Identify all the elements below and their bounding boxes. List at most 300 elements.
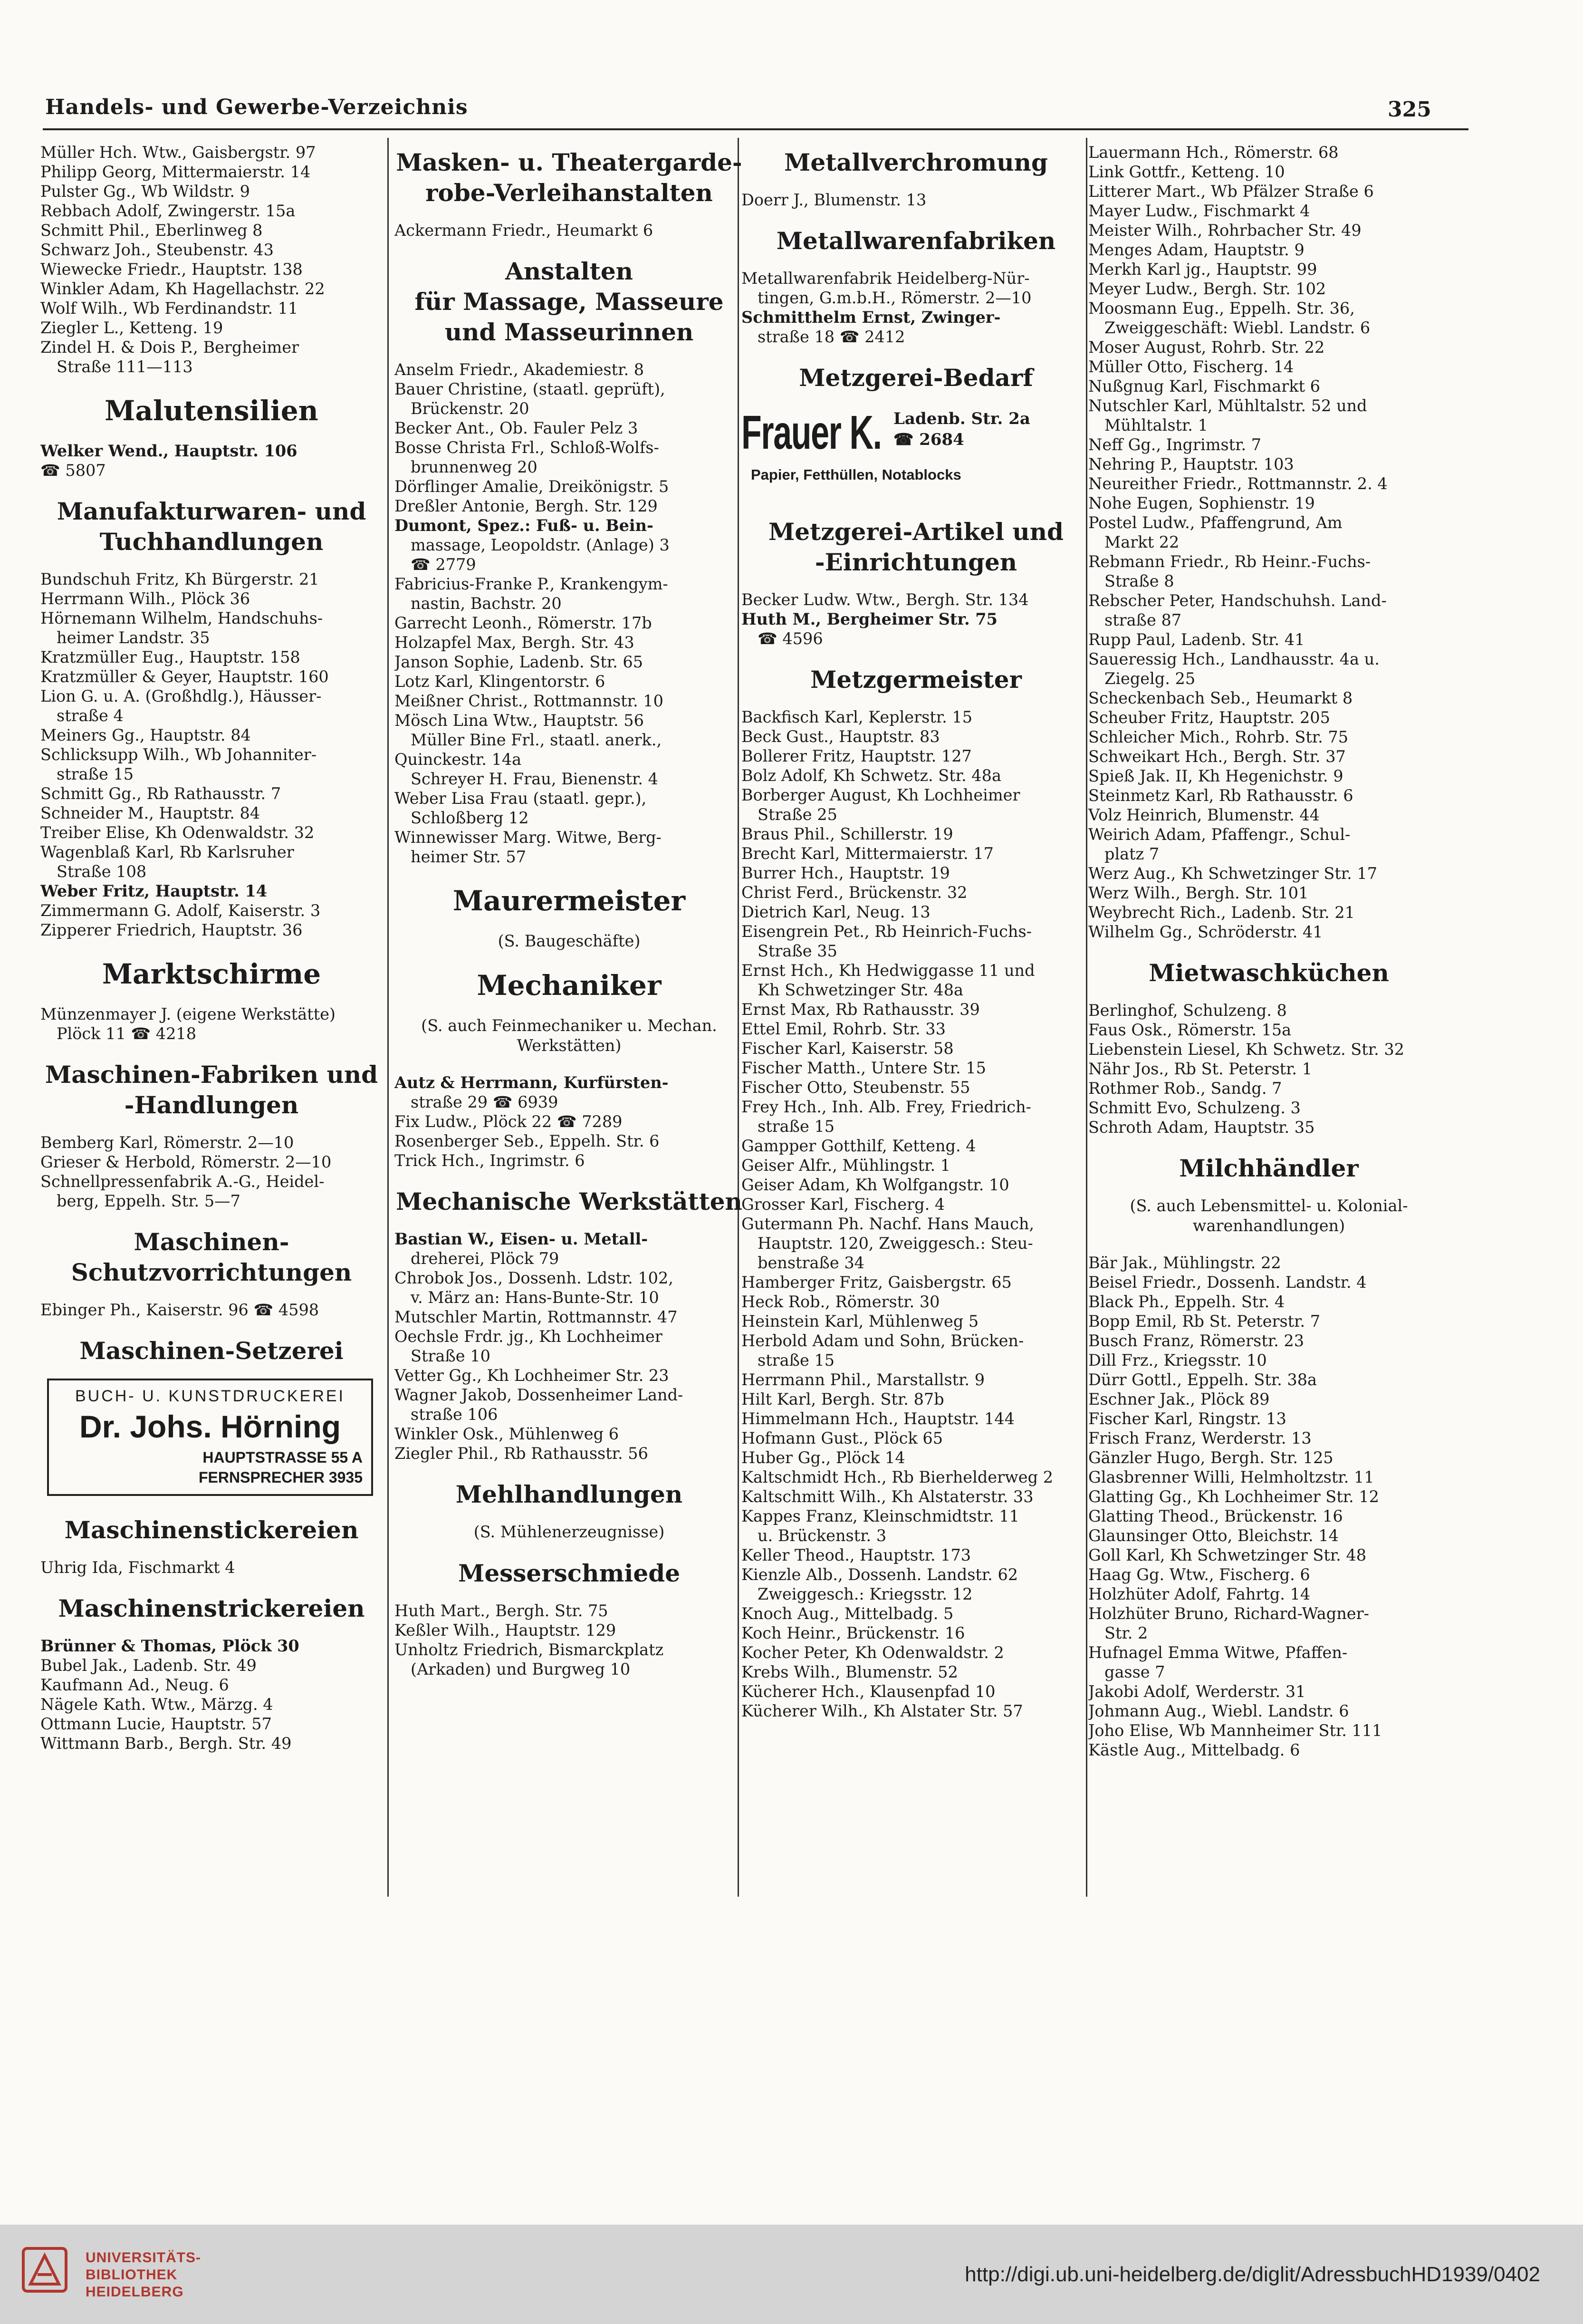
directory-entry: Ziegler Phil., Rb Rathausstr. 56 xyxy=(394,1444,648,1463)
entry-list xyxy=(394,1073,744,1170)
directory-entry: Holzapfel Max, Bergh. Str. 43 xyxy=(394,633,634,652)
directory-entry: Beisel Friedr., Dossenh. Landstr. 4 xyxy=(1088,1273,1367,1292)
library-name: UNIVERSITÄTS- BIBLIOTHEK HEIDELBERG xyxy=(86,2250,201,2300)
directory-entry: Hauptstr. 120, Zweiggesch.: Steu- xyxy=(758,1234,1033,1253)
directory-entry: straße 87 xyxy=(1104,611,1182,629)
directory-entry: Straße 8 xyxy=(1104,572,1174,590)
directory-entry: Meister Wilh., Rohrbacher Str. 49 xyxy=(1088,221,1362,240)
directory-entry: v. März an: Hans-Bunte-Str. 10 xyxy=(411,1288,659,1307)
directory-entry: Nähr Jos., Rb St. Peterstr. 1 xyxy=(1088,1060,1313,1078)
section-note: (S. auch Lebensmittel- u. Kolonial- xyxy=(1130,1196,1408,1215)
directory-entry: Huth M., Bergheimer Str. 75 xyxy=(741,610,998,628)
directory-entry: Rupp Paul, Ladenb. Str. 41 xyxy=(1088,630,1305,649)
entry-list xyxy=(394,221,744,240)
directory-entry: Bastian W., Eisen- u. Metall- xyxy=(394,1230,648,1248)
ad-name: Frauer K. xyxy=(741,406,882,459)
directory-entry: Berlinghof, Schulzeng. 8 xyxy=(1088,1001,1287,1020)
source-url-link[interactable]: http://digi.ub.uni-heidelberg.de/diglit/AdressbuchHD1939/0402 xyxy=(965,2263,1540,2286)
directory-entry: Nußgnug Karl, Fischmarkt 6 xyxy=(1088,377,1320,395)
directory-entry: Huth Mart., Bergh. Str. 75 xyxy=(394,1601,608,1620)
directory-entry: Burrer Hch., Hauptstr. 19 xyxy=(741,864,950,882)
directory-entry: Plöck 11 ☎ 4218 xyxy=(57,1024,197,1043)
entry-list xyxy=(40,1636,383,1753)
column-3 xyxy=(741,143,1091,1721)
advertisement-hoerning xyxy=(47,1379,373,1496)
ad-description: Papier, Fetthüllen, Notablocks xyxy=(751,466,961,483)
column-2 xyxy=(394,143,744,1679)
directory-entry: Backfisch Karl, Keplerstr. 15 xyxy=(741,708,973,726)
directory-entry: Holzhüter Bruno, Richard-Wagner- xyxy=(1088,1604,1369,1623)
directory-entry: Dumont, Spez.: Fuß- u. Bein- xyxy=(394,516,653,535)
directory-entry: Schloßberg 12 xyxy=(411,809,529,827)
directory-entry: Wagenblaß Karl, Rb Karlsruher xyxy=(40,843,294,861)
directory-entry: Straße 10 xyxy=(411,1347,490,1365)
footer-bar xyxy=(0,2225,1583,2324)
directory-entry: Geiser Alfr., Mühlingstr. 1 xyxy=(741,1156,951,1175)
directory-entry: benstraße 34 xyxy=(758,1254,864,1272)
entry-list xyxy=(40,1558,383,1577)
directory-entry: Menges Adam, Hauptstr. 9 xyxy=(1088,241,1305,259)
section-heading: Masken- u. Theatergarde- robe-Verleihanstalten xyxy=(396,148,742,207)
directory-entry: Eisengrein Pet., Rb Heinrich-Fuchs- xyxy=(741,922,1032,941)
directory-entry: Schleicher Mich., Rohrb. Str. 75 xyxy=(1088,728,1349,746)
directory-entry: Moser August, Rohrb. Str. 22 xyxy=(1088,338,1325,357)
directory-entry: Trick Hch., Ingrimstr. 6 xyxy=(394,1151,585,1170)
directory-entry: Krebs Wilh., Blumenstr. 52 xyxy=(741,1663,958,1681)
spacer xyxy=(1088,1236,1449,1253)
directory-entry: Bemberg Karl, Römerstr. 2—10 xyxy=(40,1133,294,1152)
entry-list xyxy=(40,1300,383,1320)
entry-list xyxy=(40,1004,383,1043)
directory-entry: Jakobi Adolf, Werderstr. 31 xyxy=(1088,1682,1306,1701)
directory-entry: massage, Leopoldstr. (Anlage) 3 xyxy=(411,536,670,554)
directory-entry: Wiewecke Friedr., Hauptstr. 138 xyxy=(40,260,303,279)
directory-entry: Werz Wilh., Bergh. Str. 101 xyxy=(1088,884,1309,902)
directory-entry: Dietrich Karl, Neug. 13 xyxy=(741,903,931,921)
directory-entry: dreherei, Plöck 79 xyxy=(411,1249,559,1268)
directory-entry: ☎ 4596 xyxy=(758,629,823,648)
entry-list xyxy=(40,569,383,940)
ad-line: BUCH- U. KUNSTDRUCKEREI xyxy=(75,1387,345,1405)
directory-entry: Fabricius-Franke P., Krankengym- xyxy=(394,575,668,593)
directory-entry: Becker Ant., Ob. Fauler Pelz 3 xyxy=(394,419,638,437)
directory-entry: Schwarz Joh., Steubenstr. 43 xyxy=(40,241,274,259)
ad-name: Dr. Johs. Hörning xyxy=(79,1409,341,1444)
directory-entry: Glatting Theod., Brückenstr. 16 xyxy=(1088,1507,1343,1525)
directory-entry: Scheuber Fritz, Hauptstr. 205 xyxy=(1088,708,1330,727)
directory-entry: nastin, Bachstr. 20 xyxy=(411,594,562,613)
directory-entry: Gänzler Hugo, Bergh. Str. 125 xyxy=(1088,1448,1334,1467)
directory-entry: Markt 22 xyxy=(1104,533,1180,551)
directory-entry: Holzhüter Adolf, Fahrtg. 14 xyxy=(1088,1585,1311,1603)
section-heading: Maschinenstrickereien xyxy=(58,1594,365,1622)
section-heading: Metallwarenfabriken xyxy=(776,227,1056,255)
ad-phone: ☎ 2684 xyxy=(893,430,964,449)
directory-entry: Kratzmüller Eug., Hauptstr. 158 xyxy=(40,648,300,666)
directory-entry: Mühltalstr. 1 xyxy=(1104,416,1208,434)
directory-entry: Vetter Gg., Kh Lochheimer Str. 23 xyxy=(394,1366,669,1385)
directory-entry: Garrecht Leonh., Römerstr. 17b xyxy=(394,614,652,632)
directory-entry: Kücherer Wilh., Kh Alstater Str. 57 xyxy=(741,1702,1023,1720)
directory-entry: straße 29 ☎ 6939 xyxy=(411,1093,558,1111)
directory-entry: Gampper Gotthilf, Ketteng. 4 xyxy=(741,1137,976,1155)
directory-entry: Gutermann Ph. Nachf. Hans Mauch, xyxy=(741,1215,1035,1233)
directory-entry: Busch Franz, Römerstr. 23 xyxy=(1088,1331,1305,1350)
directory-entry: Bollerer Fritz, Hauptstr. 127 xyxy=(741,747,972,765)
directory-entry: Litterer Mart., Wb Pfälzer Straße 6 xyxy=(1088,182,1374,201)
directory-entry: Faus Osk., Römerstr. 15a xyxy=(1088,1021,1292,1039)
directory-entry: Schnellpressenfabrik A.-G., Heidel- xyxy=(40,1172,325,1191)
directory-entry: straße 15 xyxy=(57,765,134,783)
directory-entry: Doerr J., Blumenstr. 13 xyxy=(741,191,927,209)
section-heading: Marktschirme xyxy=(102,958,321,990)
directory-entry: Müller Otto, Fischerg. 14 xyxy=(1088,357,1294,376)
section-heading: Mechanische Werkstätten xyxy=(396,1187,742,1215)
directory-entry: Steinmetz Karl, Rb Rathausstr. 6 xyxy=(1088,786,1353,805)
directory-entry: Frisch Franz, Werderstr. 13 xyxy=(1088,1429,1312,1447)
directory-entry: Wittmann Barb., Bergh. Str. 49 xyxy=(40,1734,292,1753)
directory-entry: Zimmermann G. Adolf, Kaiserstr. 3 xyxy=(40,901,321,920)
column-1 xyxy=(40,143,383,1753)
directory-entry: Pulster Gg., Wb Wildstr. 9 xyxy=(40,182,250,201)
section-heading: Milchhändler xyxy=(1179,1154,1359,1182)
directory-entry: Zweiggesch.: Kriegsstr. 12 xyxy=(758,1585,973,1603)
directory-entry: Welker Wend., Hauptstr. 106 xyxy=(40,442,297,460)
directory-entry: Fischer Matth., Untere Str. 15 xyxy=(741,1059,986,1077)
directory-entry: Heck Rob., Römerstr. 30 xyxy=(741,1292,940,1311)
section-heading: Maschinenstickereien xyxy=(64,1516,359,1544)
entry-list xyxy=(1088,143,1449,942)
directory-entry: straße 15 xyxy=(758,1117,835,1136)
directory-entry: Schroth Adam, Hauptstr. 35 xyxy=(1088,1118,1315,1137)
directory-entry: Neff Gg., Ingrimstr. 7 xyxy=(1088,435,1262,454)
directory-entry: Mösch Lina Wtw., Hauptstr. 56 xyxy=(394,711,644,730)
directory-entry: Schweikart Hch., Bergh. Str. 37 xyxy=(1088,747,1346,766)
directory-entry: straße 18 ☎ 2412 xyxy=(758,328,905,346)
directory-entry: Werz Aug., Kh Schwetzinger Str. 17 xyxy=(1088,864,1378,883)
directory-entry: Heinstein Karl, Mühlenweg 5 xyxy=(741,1312,979,1331)
entry-list xyxy=(394,1601,744,1679)
directory-entry: Borberger August, Kh Lochheimer xyxy=(741,786,1020,804)
directory-entry: ☎ 2779 xyxy=(411,555,476,574)
directory-entry: Ziegler L., Ketteng. 19 xyxy=(40,318,223,337)
directory-entry: Rebbach Adolf, Zwingerstr. 15a xyxy=(40,202,296,220)
directory-entry: Fischer Karl, Ringstr. 13 xyxy=(1088,1409,1286,1428)
directory-entry: Herrmann Wilh., Plöck 36 xyxy=(40,589,250,608)
directory-entry: u. Brückenstr. 3 xyxy=(758,1526,887,1545)
directory-entry: Ziegelg. 25 xyxy=(1104,669,1196,688)
directory-entry: Glasbrenner Willi, Helmholtzstr. 11 xyxy=(1088,1468,1374,1486)
directory-entry: Kücherer Hch., Klausenpfad 10 xyxy=(741,1682,996,1701)
directory-entry: Dill Frz., Kriegsstr. 10 xyxy=(1088,1351,1267,1369)
directory-entry: Kaufmann Ad., Neug. 6 xyxy=(40,1676,229,1694)
entry-list xyxy=(741,707,1091,1721)
entry-list xyxy=(40,441,383,480)
directory-entry: Bundschuh Fritz, Kh Bürgerstr. 21 xyxy=(40,570,319,588)
directory-entry: Bosse Christa Frl., Schloß-Wolfs- xyxy=(394,438,659,457)
directory-entry: Chrobok Jos., Dossenh. Ldstr. 102, xyxy=(394,1269,673,1287)
directory-entry: Nohe Eugen, Sophienstr. 19 xyxy=(1088,494,1315,512)
section-heading: Malutensilien xyxy=(105,395,318,427)
directory-entry: Braus Phil., Schillerstr. 19 xyxy=(741,825,953,843)
ad-phone: FERNSPRECHER 3935 xyxy=(199,1469,363,1486)
directory-entry: Neureither Friedr., Rottmannstr. 2. 4 xyxy=(1088,474,1388,493)
directory-entry: Volz Heinrich, Blumenstr. 44 xyxy=(1088,806,1320,824)
section-heading: Anstalten für Massage, Masseure und Masseurinnen xyxy=(414,257,724,346)
directory-entry: Ettel Emil, Rohrb. Str. 33 xyxy=(741,1020,946,1038)
directory-entry: Wolf Wilh., Wb Ferdinandstr. 11 xyxy=(40,299,298,318)
directory-entry: Straße 35 xyxy=(758,942,837,960)
section-heading: Maschinen-Setzerei xyxy=(79,1337,344,1365)
directory-entry: Wagner Jakob, Dossenheimer Land- xyxy=(394,1386,683,1404)
directory-entry: Hörnemann Wilhelm, Handschuhs- xyxy=(40,609,323,627)
column-divider xyxy=(387,138,389,1897)
directory-entry: Wilhelm Gg., Schröderstr. 41 xyxy=(1088,923,1323,941)
directory-entry: Kappes Franz, Kleinschmidtstr. 11 xyxy=(741,1507,1019,1525)
directory-entry: Moosmann Eug., Eppelh. Str. 36, xyxy=(1088,299,1355,318)
section-heading: Maschinen- Schutzvorrichtungen xyxy=(71,1228,352,1286)
directory-entry: Zweiggeschäft: Wiebl. Landstr. 6 xyxy=(1104,318,1371,337)
section-heading: Mechaniker xyxy=(477,969,662,1002)
section-note: warenhandlungen) xyxy=(1192,1216,1345,1235)
section-heading: Metzgerei-Bedarf xyxy=(799,364,1033,392)
directory-entry: Grosser Karl, Fischerg. 4 xyxy=(741,1195,945,1214)
directory-entry: Rothmer Rob., Sandg. 7 xyxy=(1088,1079,1282,1098)
section-note: Werkstätten) xyxy=(517,1036,622,1055)
directory-entry: Fischer Karl, Kaiserstr. 58 xyxy=(741,1039,954,1058)
directory-entry: Hilt Karl, Bergh. Str. 87b xyxy=(741,1390,944,1408)
ad-street: HAUPTSTRASSE 55 A xyxy=(202,1449,363,1466)
directory-entry: tingen, G.m.b.H., Römerstr. 2—10 xyxy=(758,289,1032,307)
directory-entry: Herbold Adam und Sohn, Brücken- xyxy=(741,1331,1024,1350)
directory-entry: Treiber Elise, Kh Odenwaldstr. 32 xyxy=(40,823,315,842)
directory-entry: Bär Jak., Mühlingstr. 22 xyxy=(1088,1254,1281,1272)
directory-entry: platz 7 xyxy=(1104,845,1160,863)
directory-entry: Ernst Hch., Kh Hedwiggasse 11 und xyxy=(741,961,1035,980)
directory-entry: Meißner Christ., Rottmannstr. 10 xyxy=(394,692,663,710)
directory-entry: Straße 111—113 xyxy=(57,357,193,376)
directory-entry: Str. 2 xyxy=(1104,1624,1148,1642)
directory-entry: Keller Theod., Hauptstr. 173 xyxy=(741,1546,971,1564)
directory-entry: Lion G. u. A. (Großhdlg.), Häusser- xyxy=(40,687,322,705)
directory-entry: Straße 108 xyxy=(57,862,147,881)
directory-entry: Zindel H. & Dois P., Bergheimer xyxy=(40,338,299,357)
section-note: (S. Baugeschäfte) xyxy=(498,932,641,950)
directory-entry: Merkh Karl jg., Hauptstr. 99 xyxy=(1088,260,1317,279)
directory-entry: Anselm Friedr., Akademiestr. 8 xyxy=(394,360,644,379)
directory-entry: Scheckenbach Seb., Heumarkt 8 xyxy=(1088,689,1353,707)
directory-entry: Kratzmüller & Geyer, Hauptstr. 160 xyxy=(40,667,329,686)
directory-entry: heimer Landstr. 35 xyxy=(57,628,210,647)
section-note: (S. Mühlenerzeugnisse) xyxy=(473,1523,665,1541)
directory-entry: straße 106 xyxy=(411,1405,498,1424)
directory-entry: heimer Str. 57 xyxy=(411,848,527,866)
directory-entry: berg, Eppelh. Str. 5—7 xyxy=(57,1192,240,1210)
directory-entry: Knoch Aug., Mittelbadg. 5 xyxy=(741,1604,954,1623)
directory-entry: Nehring P., Hauptstr. 103 xyxy=(1088,455,1294,473)
directory-entry: Hamberger Fritz, Gaisbergstr. 65 xyxy=(741,1273,1012,1292)
column-4 xyxy=(1088,143,1449,1760)
directory-entry: Hofmann Gust., Plöck 65 xyxy=(741,1429,943,1447)
directory-entry: Brecht Karl, Mittermaierstr. 17 xyxy=(741,844,994,863)
directory-entry: Fischer Otto, Steubenstr. 55 xyxy=(741,1078,970,1097)
directory-entry: Kaltschmidt Hch., Rb Bierhelderweg 2 xyxy=(741,1468,1054,1486)
directory-entry: Rosenberger Seb., Eppelh. Str. 6 xyxy=(394,1132,660,1150)
section-heading: Metallverchromung xyxy=(784,148,1048,176)
directory-entry: (Arkaden) und Burgweg 10 xyxy=(411,1660,631,1678)
entry-list xyxy=(394,360,744,867)
directory-entry: Bolz Adolf, Kh Schwetz. Str. 48a xyxy=(741,766,1001,785)
directory-entry: Philipp Georg, Mittermaierstr. 14 xyxy=(40,163,311,181)
directory-entry: Dürr Gottl., Eppelh. Str. 38a xyxy=(1088,1370,1317,1389)
directory-entry: Schlicksupp Wilh., Wb Johanniter- xyxy=(40,745,317,764)
entry-list xyxy=(1088,1253,1449,1760)
section-heading: Mehlhandlungen xyxy=(455,1480,683,1508)
section-heading: Metzgerei-Artikel und -Einrichtungen xyxy=(768,518,1064,576)
entry-list xyxy=(741,269,1091,347)
directory-entry: Johmann Aug., Wiebl. Landstr. 6 xyxy=(1088,1702,1349,1720)
directory-entry: Müller Hch. Wtw., Gaisbergstr. 97 xyxy=(40,143,316,162)
directory-entry: Schreyer H. Frau, Bienenstr. 4 xyxy=(411,770,658,788)
directory-entry: Schmitt Gg., Rb Rathausstr. 7 xyxy=(40,784,281,803)
directory-entry: Kästle Aug., Mittelbadg. 6 xyxy=(1088,1741,1300,1759)
entry-list xyxy=(741,190,1091,210)
directory-entry: Schmitthelm Ernst, Zwinger- xyxy=(741,308,1001,327)
directory-entry: Weybrecht Rich., Ladenb. Str. 21 xyxy=(1088,903,1355,922)
directory-entry: Kh Schwetzinger Str. 48a xyxy=(758,981,964,999)
directory-entry: Rebmann Friedr., Rb Heinr.-Fuchs- xyxy=(1088,552,1371,571)
directory-entry: Koch Heinr., Brückenstr. 16 xyxy=(741,1624,965,1642)
directory-entry: Autz & Herrmann, Kurfürsten- xyxy=(394,1073,669,1092)
directory-entry: Huber Gg., Plöck 14 xyxy=(741,1448,905,1467)
directory-entry: Mayer Ludw., Fischmarkt 4 xyxy=(1088,202,1310,220)
directory-entry: Kocher Peter, Kh Odenwaldstr. 2 xyxy=(741,1643,1004,1662)
directory-entry: Ernst Max, Rb Rathausstr. 39 xyxy=(741,1000,980,1019)
directory-entry: Kaltschmitt Wilh., Kh Alstaterstr. 33 xyxy=(741,1487,1034,1506)
directory-entry: Straße 25 xyxy=(758,805,837,824)
directory-entry: Brünner & Thomas, Plöck 30 xyxy=(40,1637,299,1655)
directory-entry: Kienzle Alb., Dossenh. Landstr. 62 xyxy=(741,1565,1018,1584)
spacer xyxy=(394,1056,744,1073)
directory-entry: Weirich Adam, Pfaffengr., Schul- xyxy=(1088,825,1351,844)
directory-entry: ☎ 5807 xyxy=(40,461,106,480)
directory-entry: Winkler Adam, Kh Hagellachstr. 22 xyxy=(40,280,325,298)
directory-entry: Fix Ludw., Plöck 22 ☎ 7289 xyxy=(394,1112,623,1131)
directory-entry: Herrmann Phil., Marstallstr. 9 xyxy=(741,1370,985,1389)
section-note: (S. auch Feinmechaniker u. Mechan. xyxy=(421,1016,717,1035)
directory-entry: Rebscher Peter, Handschuhsh. Land- xyxy=(1088,591,1387,610)
directory-entry: Goll Karl, Kh Schwetzinger Str. 48 xyxy=(1088,1546,1367,1564)
directory-entry: brunnenweg 20 xyxy=(411,458,537,476)
directory-entry: Link Gottfr., Ketteng. 10 xyxy=(1088,163,1285,181)
directory-entry: Grieser & Herbold, Römerstr. 2—10 xyxy=(40,1153,332,1171)
directory-entry: Spieß Jak. II, Kh Hegenichstr. 9 xyxy=(1088,767,1343,785)
directory-entry: Glaunsinger Otto, Bleichstr. 14 xyxy=(1088,1526,1339,1545)
directory-entry: Bopp Emil, Rb St. Peterstr. 7 xyxy=(1088,1312,1321,1331)
directory-entry: Bubel Jak., Ladenb. Str. 49 xyxy=(40,1656,257,1675)
directory-entry: Saueressig Hch., Landhausstr. 4a u. xyxy=(1088,650,1380,668)
directory-entry: Himmelmann Hch., Hauptstr. 144 xyxy=(741,1409,1015,1428)
directory-entry: Zipperer Friedrich, Hauptstr. 36 xyxy=(40,921,303,939)
directory-entry: Nägele Kath. Wtw., Märzg. 4 xyxy=(40,1695,273,1714)
page-header-title: Handels- und Gewerbe-Verzeichnis xyxy=(45,95,468,119)
ad-address: Ladenb. Str. 2a xyxy=(893,409,1030,428)
advertisement-frauer xyxy=(741,405,1091,501)
directory-entry: Geiser Adam, Kh Wolfgangstr. 10 xyxy=(741,1176,1009,1194)
section-heading: Maschinen-Fabriken und -Handlungen xyxy=(45,1061,378,1119)
section-heading: Metzgermeister xyxy=(810,665,1022,694)
entry-list xyxy=(394,1229,744,1463)
directory-entry: Beck Gust., Hauptstr. 83 xyxy=(741,727,940,746)
directory-entry: Lotz Karl, Klingentorstr. 6 xyxy=(394,672,605,691)
directory-entry: Frey Hch., Inh. Alb. Frey, Friedrich- xyxy=(741,1098,1031,1116)
entry-list xyxy=(1088,1001,1449,1137)
directory-entry: Dörflinger Amalie, Dreikönigstr. 5 xyxy=(394,477,669,496)
directory-entry: Nutschler Karl, Mühltalstr. 52 und xyxy=(1088,396,1367,415)
directory-entry: straße 15 xyxy=(758,1351,835,1369)
directory-entry: Weber Lisa Frau (staatl. gepr.), xyxy=(394,789,647,808)
directory-entry: Unholtz Friedrich, Bismarckplatz xyxy=(394,1640,664,1659)
directory-entry: Dreßler Antonie, Bergh. Str. 129 xyxy=(394,497,658,515)
directory-entry: Keßler Wilh., Hauptstr. 129 xyxy=(394,1621,616,1639)
directory-entry: Brückenstr. 20 xyxy=(411,399,529,418)
directory-entry: Glatting Gg., Kh Lochheimer Str. 12 xyxy=(1088,1487,1379,1506)
directory-entry: Oechsle Frdr. jg., Kh Lochheimer xyxy=(394,1327,662,1346)
directory-entry: Janson Sophie, Ladenb. Str. 65 xyxy=(394,653,643,671)
directory-entry: Liebenstein Liesel, Kh Schwetz. Str. 32 xyxy=(1088,1040,1404,1059)
directory-entry: Hufnagel Emma Witwe, Pfaffen- xyxy=(1088,1643,1348,1662)
directory-entry: Mutschler Martin, Rottmannstr. 47 xyxy=(394,1308,678,1326)
directory-entry: straße 4 xyxy=(57,706,124,725)
entry-list xyxy=(40,143,383,376)
directory-entry: Weber Fritz, Hauptstr. 14 xyxy=(40,882,268,900)
directory-entry: Schmitt Evo, Schulzeng. 3 xyxy=(1088,1099,1301,1117)
directory-entry: gasse 7 xyxy=(1104,1663,1165,1681)
directory-entry: Schmitt Phil., Eberlinweg 8 xyxy=(40,221,263,240)
section-heading: Messerschmiede xyxy=(458,1559,681,1587)
directory-entry: Haag Gg. Wtw., Fischerg. 6 xyxy=(1088,1565,1310,1584)
entry-list xyxy=(741,590,1091,648)
directory-entry: Becker Ludw. Wtw., Bergh. Str. 134 xyxy=(741,590,1029,609)
directory-entry: Joho Elise, Wb Mannheimer Str. 111 xyxy=(1088,1721,1382,1740)
header-rule xyxy=(43,128,1468,130)
directory-entry: Winnewisser Marg. Witwe, Berg- xyxy=(394,828,662,847)
directory-entry: Metallwarenfabrik Heidelberg-Nür- xyxy=(741,269,1030,288)
directory-entry: Ackermann Friedr., Heumarkt 6 xyxy=(394,221,653,240)
directory-entry: Ebinger Ph., Kaiserstr. 96 ☎ 4598 xyxy=(40,1301,319,1319)
directory-entry: Lauermann Hch., Römerstr. 68 xyxy=(1088,143,1339,162)
directory-entry: Bauer Christine, (staatl. geprüft), xyxy=(394,380,665,398)
directory-entry: Uhrig Ida, Fischmarkt 4 xyxy=(40,1558,235,1577)
directory-entry: Quinckestr. 14a xyxy=(394,750,522,769)
page-number: 325 xyxy=(1388,97,1431,122)
directory-entry: Winkler Osk., Mühlenweg 6 xyxy=(394,1425,619,1443)
directory-entry: Meyer Ludw., Bergh. Str. 102 xyxy=(1088,280,1326,298)
library-logo-icon xyxy=(21,2246,68,2294)
directory-entry: Schneider M., Hauptstr. 84 xyxy=(40,804,260,822)
directory-entry: Black Ph., Eppelh. Str. 4 xyxy=(1088,1292,1285,1311)
directory-entry: Müller Bine Frl., staatl. anerk., xyxy=(411,731,662,749)
directory-entry: Meiners Gg., Hauptstr. 84 xyxy=(40,726,251,744)
directory-entry: Christ Ferd., Brückenstr. 32 xyxy=(741,883,968,902)
entry-list xyxy=(40,1133,383,1211)
directory-entry: Eschner Jak., Plöck 89 xyxy=(1088,1390,1270,1408)
directory-entry: Postel Ludw., Pfaffengrund, Am xyxy=(1088,513,1343,532)
section-heading: Maurermeister xyxy=(452,885,686,917)
directory-entry: Münzenmayer J. (eigene Werkstätte) xyxy=(40,1005,336,1023)
section-heading: Mietwaschküchen xyxy=(1149,959,1389,987)
section-heading: Manufakturwaren- und Tuchhandlungen xyxy=(57,497,366,556)
